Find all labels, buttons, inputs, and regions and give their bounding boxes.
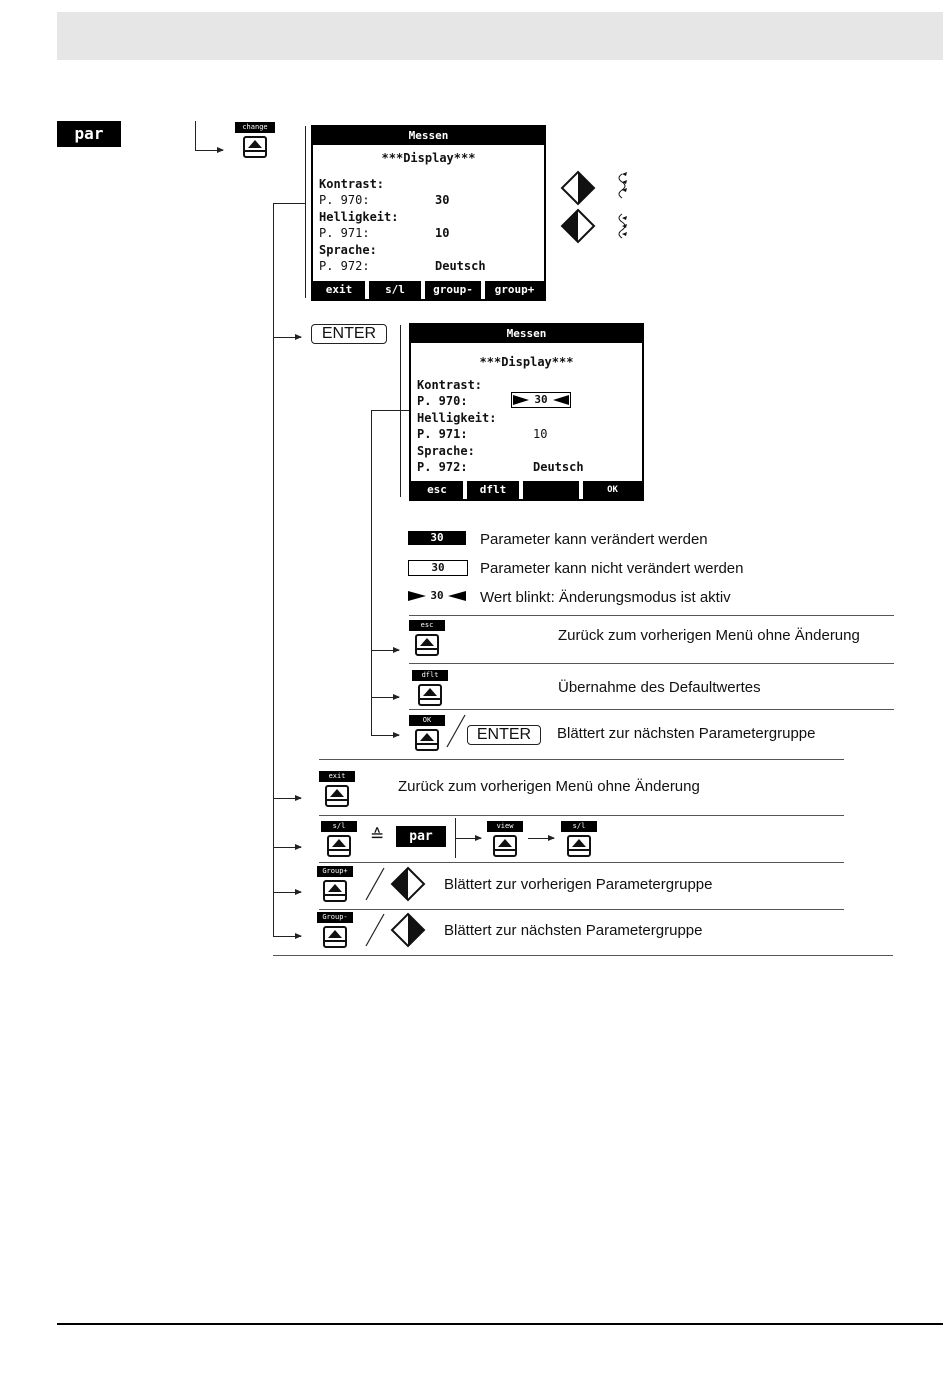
- connector: [371, 410, 409, 411]
- divider: [409, 615, 894, 616]
- connector-arrow: [528, 838, 554, 839]
- rotary-knob-icons: [560, 170, 640, 246]
- softkey-group-minus[interactable]: group-: [425, 281, 481, 299]
- header-band: [57, 12, 943, 60]
- esc-description: Zurück zum vorherigen Menü ohne Änderung: [558, 627, 860, 644]
- legend-editable-text: Parameter kann verändert werden: [480, 531, 708, 548]
- par-key[interactable]: par: [57, 121, 121, 147]
- up-button-icon: [327, 835, 351, 857]
- legend-blinking-text: Wert blinkt: Änderungsmodus ist aktiv: [480, 589, 731, 606]
- up-button-icon: [323, 926, 347, 948]
- sl-key-2[interactable]: [561, 821, 597, 857]
- view-key[interactable]: [487, 821, 523, 857]
- dflt-description: Übernahme des Defaultwertes: [558, 679, 761, 696]
- display-title: Messen: [411, 325, 642, 343]
- label-p971: P. 971:: [319, 226, 370, 240]
- label-p970: P. 970:: [417, 394, 468, 408]
- legend-editable-sample: 30: [408, 531, 466, 545]
- enter-key[interactable]: ENTER: [311, 324, 387, 344]
- connector-arrow: [455, 838, 481, 839]
- up-button-icon: [325, 785, 349, 807]
- softkey-empty[interactable]: [523, 481, 579, 499]
- connector: [305, 126, 306, 298]
- slash-separator-icon: [445, 713, 467, 749]
- exit-key-label: exit: [319, 771, 355, 782]
- value-p972: Deutsch: [533, 460, 584, 474]
- knob-right-icon: [562, 172, 594, 204]
- softkey-ok[interactable]: OK: [583, 481, 642, 499]
- triangle-left-icon: [553, 395, 569, 405]
- connector-arrow: [273, 892, 301, 893]
- value-p971: 10: [533, 427, 548, 441]
- esc-key[interactable]: [409, 620, 445, 656]
- connector: [195, 121, 196, 151]
- sub-flow-line: [371, 410, 372, 735]
- slash-separator-icon: [366, 868, 384, 900]
- divider: [319, 759, 844, 760]
- up-button-icon: [567, 835, 591, 857]
- label-p970: P. 970:: [319, 193, 370, 207]
- knob-right-icon: [392, 914, 424, 946]
- footer-line: [57, 1323, 943, 1325]
- knob-left-icon: [562, 210, 594, 242]
- display-title: Messen: [313, 127, 544, 145]
- group-minus-description: Blättert zur nächsten Parametergruppe: [444, 922, 703, 939]
- label-p972: P. 972:: [417, 460, 468, 474]
- up-button-icon: [415, 729, 439, 751]
- value-p970: 30: [435, 193, 450, 207]
- par-key[interactable]: par: [396, 826, 446, 847]
- connector-arrow: [273, 798, 301, 799]
- value-text: 30: [534, 393, 548, 406]
- value-text: 30: [430, 589, 444, 602]
- esc-key-label: esc: [409, 620, 445, 631]
- softkey-sl[interactable]: s/l: [369, 281, 421, 299]
- group-plus-key-label: Group+: [317, 866, 353, 877]
- main-flow-line: [273, 203, 274, 936]
- softkey-exit[interactable]: exit: [313, 281, 365, 299]
- value-p971: 10: [435, 226, 450, 240]
- group-minus-key-label: Group-: [317, 912, 353, 923]
- up-button-icon: [415, 634, 439, 656]
- exit-key[interactable]: [319, 771, 355, 807]
- label-kontrast: Kontrast:: [417, 378, 483, 392]
- value-p972: Deutsch: [435, 259, 486, 273]
- divider: [319, 815, 844, 816]
- label-p972: P. 972:: [319, 259, 370, 273]
- up-button-icon: [418, 684, 442, 706]
- softkey-group-plus[interactable]: group+: [485, 281, 544, 299]
- dflt-key[interactable]: [412, 670, 448, 706]
- divider: [409, 709, 894, 710]
- connector-arrow: [371, 650, 399, 651]
- divider: [273, 955, 893, 956]
- legend-blinking-sample: [408, 589, 466, 603]
- connector: [400, 325, 401, 497]
- triangle-right-icon: [513, 395, 529, 405]
- connector: [273, 203, 305, 204]
- up-button-icon: [243, 136, 267, 158]
- dflt-key-label: dflt: [412, 670, 448, 681]
- equivalence-symbol: ≙: [370, 826, 385, 845]
- sl-key[interactable]: [321, 821, 357, 857]
- sl-key-label: s/l: [561, 821, 597, 832]
- group-minus-key[interactable]: [317, 912, 353, 948]
- triangle-right-icon: [408, 591, 426, 601]
- group-plus-key[interactable]: [317, 866, 353, 902]
- display-screen-2: [409, 323, 644, 501]
- ok-key-label: OK: [409, 715, 445, 726]
- display-heading: ***Display***: [479, 355, 574, 369]
- connector-arrow: [273, 847, 301, 848]
- label-p971: P. 971:: [417, 427, 468, 441]
- enter-key[interactable]: ENTER: [467, 725, 541, 745]
- group-minus-knob: [362, 910, 428, 950]
- up-button-icon: [323, 880, 347, 902]
- connector-arrow: [273, 936, 301, 937]
- triangle-left-icon: [448, 591, 466, 601]
- change-key[interactable]: [235, 122, 275, 158]
- knob-left-icon: [392, 868, 424, 900]
- change-key-label: change: [235, 122, 275, 133]
- legend-readonly-sample: 30: [408, 560, 468, 576]
- slash-separator-icon: [366, 914, 384, 946]
- display-heading: ***Display***: [381, 151, 476, 165]
- connector-arrow: [371, 735, 399, 736]
- up-button-icon: [493, 835, 517, 857]
- sl-key-label: s/l: [321, 821, 357, 832]
- rotation-arrows-icon: [619, 174, 625, 238]
- label-helligkeit: Helligkeit:: [319, 210, 399, 224]
- group-plus-description: Blättert zur vorherigen Parametergruppe: [444, 876, 713, 893]
- connector-arrow: [371, 697, 399, 698]
- legend-readonly-text: Parameter kann nicht verändert werden: [480, 560, 744, 577]
- exit-description: Zurück zum vorherigen Menü ohne Änderung: [398, 778, 700, 795]
- connector-arrow: [195, 150, 223, 151]
- divider: [319, 862, 844, 863]
- softkey-esc[interactable]: esc: [411, 481, 463, 499]
- value-p970-blinking: [511, 392, 571, 408]
- label-helligkeit: Helligkeit:: [417, 411, 497, 425]
- label-sprache: Sprache:: [417, 444, 475, 458]
- ok-key[interactable]: [409, 715, 445, 751]
- connector-arrow: [273, 337, 301, 338]
- label-sprache: Sprache:: [319, 243, 377, 257]
- view-key-label: view: [487, 821, 523, 832]
- label-kontrast: Kontrast:: [319, 177, 385, 191]
- display-screen-1: [311, 125, 546, 301]
- divider: [409, 663, 894, 664]
- group-plus-knob: [362, 864, 428, 904]
- softkey-dflt[interactable]: dflt: [467, 481, 519, 499]
- ok-description: Blättert zur nächsten Parametergruppe: [557, 725, 816, 742]
